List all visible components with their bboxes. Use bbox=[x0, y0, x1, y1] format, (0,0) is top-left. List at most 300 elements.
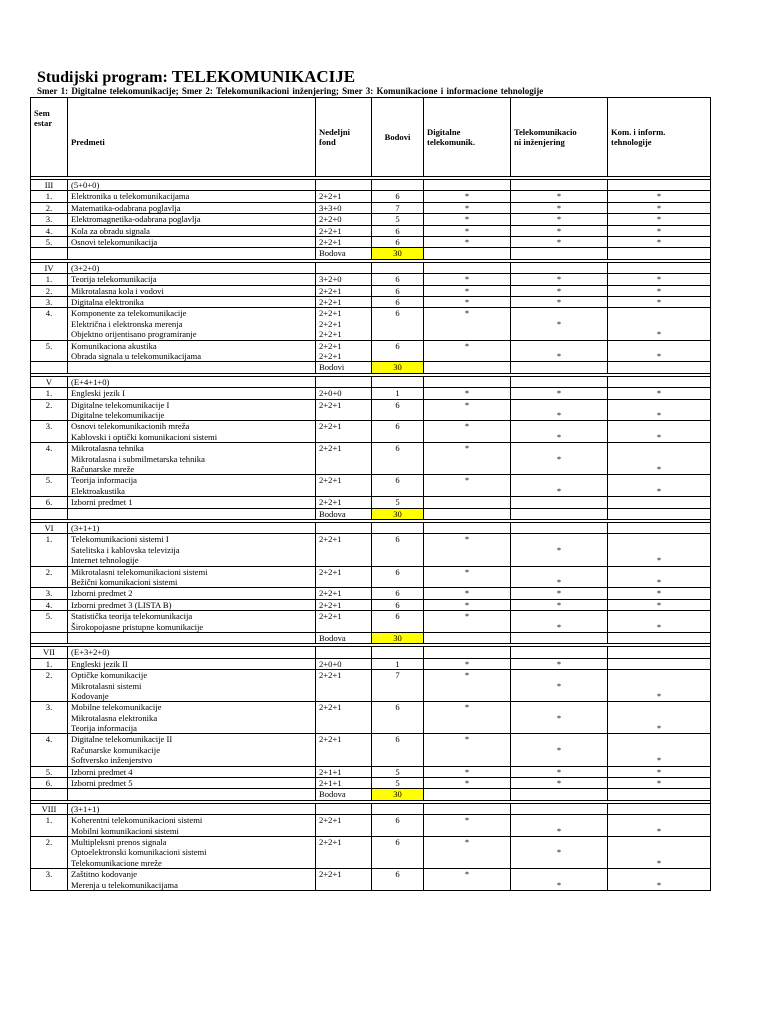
course-name-line: Digitalne telekomunikacije bbox=[71, 410, 165, 421]
empty-cell bbox=[424, 522, 511, 533]
empty-cell bbox=[316, 647, 372, 658]
empty-cell bbox=[608, 508, 711, 519]
track-3-mark bbox=[608, 702, 711, 734]
weekly-hours-line: 2+2+1 bbox=[319, 534, 342, 545]
table-row bbox=[31, 297, 711, 308]
track-1-mark-line: * bbox=[464, 285, 470, 296]
points-value: 5 bbox=[372, 766, 424, 777]
weekly-hours bbox=[316, 734, 372, 766]
weekly-hours-line bbox=[319, 723, 368, 733]
track-3-mark-line bbox=[611, 837, 707, 847]
row-number: 2. bbox=[31, 285, 68, 296]
track-2-mark-line bbox=[514, 475, 604, 485]
empty-cell bbox=[608, 632, 711, 643]
track-3-mark-line bbox=[611, 659, 707, 669]
track-1-mark-line: * bbox=[464, 837, 470, 848]
track-2-mark-line bbox=[514, 702, 604, 712]
table-row bbox=[31, 869, 711, 891]
track-1-mark-line: * bbox=[464, 766, 470, 777]
empty-cell bbox=[424, 262, 511, 273]
semester-total-row bbox=[31, 362, 711, 373]
track-2-mark bbox=[511, 766, 608, 777]
track-2-mark bbox=[511, 308, 608, 340]
course-name-line: Digitalna elektronika bbox=[71, 297, 144, 308]
semester-label: VIII bbox=[31, 803, 68, 814]
track-2-mark-line: * bbox=[556, 658, 562, 669]
course-name-line: Satelitska i kablovska televizija bbox=[71, 544, 180, 555]
row-number: 1. bbox=[31, 534, 68, 566]
track-3-mark-line: * bbox=[656, 388, 662, 399]
course-name-line: Elektronika u telekomunikacijama bbox=[71, 191, 190, 202]
course-name bbox=[68, 869, 316, 891]
track-1-mark bbox=[424, 658, 511, 669]
empty-cell bbox=[608, 262, 711, 273]
track-2-mark-line: * bbox=[556, 214, 562, 225]
semester-fund: (3+1+1) bbox=[68, 522, 316, 533]
track-1-mark-line: * bbox=[464, 308, 470, 319]
track-2-mark bbox=[511, 225, 608, 236]
weekly-hours bbox=[316, 225, 372, 236]
track-1-mark bbox=[424, 237, 511, 248]
points-value: 6 bbox=[372, 702, 424, 734]
weekly-hours bbox=[316, 340, 372, 362]
track-2-mark bbox=[511, 566, 608, 588]
table-row bbox=[31, 274, 711, 285]
total-label: Bodova bbox=[316, 789, 372, 800]
empty-cell bbox=[372, 376, 424, 387]
empty-cell bbox=[608, 647, 711, 658]
track-3-mark-line bbox=[611, 713, 707, 723]
empty-cell bbox=[372, 522, 424, 533]
header-track-3: Kom. i inform. tehnologije bbox=[608, 98, 711, 177]
empty-cell bbox=[424, 376, 511, 387]
track-3-mark-line: * bbox=[656, 576, 662, 587]
row-number: 5. bbox=[31, 237, 68, 248]
track-2-mark-line: * bbox=[556, 778, 562, 789]
track-3-mark bbox=[608, 815, 711, 837]
weekly-hours-line: 2+2+1 bbox=[319, 734, 342, 745]
empty-cell bbox=[31, 362, 68, 373]
track-2-mark-line: * bbox=[556, 388, 562, 399]
track-3-mark-line: * bbox=[656, 766, 662, 777]
empty-cell bbox=[424, 248, 511, 259]
track-2-mark bbox=[511, 285, 608, 296]
table-row bbox=[31, 340, 711, 362]
weekly-hours bbox=[316, 475, 372, 497]
track-2-mark-line: * bbox=[556, 680, 562, 691]
track-3-mark bbox=[608, 274, 711, 285]
track-2-mark-line bbox=[514, 858, 604, 868]
table-row bbox=[31, 191, 711, 202]
track-2-mark bbox=[511, 778, 608, 789]
track-2-mark-line bbox=[514, 443, 604, 453]
semester-label: VII bbox=[31, 647, 68, 658]
header-track-1: Digitalne telekomunik. bbox=[424, 98, 511, 177]
weekly-hours bbox=[316, 297, 372, 308]
track-2-mark-line: * bbox=[556, 202, 562, 213]
empty-cell bbox=[511, 362, 608, 373]
weekly-hours-line: 2+2+1 bbox=[319, 670, 342, 681]
weekly-hours bbox=[316, 702, 372, 734]
track-3-mark bbox=[608, 778, 711, 789]
weekly-hours-line: 3+2+0 bbox=[319, 274, 342, 285]
track-1-mark bbox=[424, 285, 511, 296]
track-1-mark-line: * bbox=[464, 702, 470, 713]
empty-cell bbox=[511, 789, 608, 800]
weekly-hours-line: 2+2+1 bbox=[319, 329, 342, 340]
row-number: 1. bbox=[31, 388, 68, 399]
row-number: 1. bbox=[31, 658, 68, 669]
track-1-mark-line bbox=[427, 858, 507, 868]
semester-label: V bbox=[31, 376, 68, 387]
track-2-mark-line bbox=[514, 815, 604, 825]
track-2-mark-line: * bbox=[556, 191, 562, 202]
points-value: 5 bbox=[372, 214, 424, 225]
track-2-mark bbox=[511, 399, 608, 421]
weekly-hours-line bbox=[319, 826, 368, 836]
empty-cell bbox=[372, 262, 424, 273]
track-1-mark-line bbox=[427, 847, 507, 857]
course-name-line: Multipleksni prenos signala bbox=[71, 837, 167, 848]
table-row bbox=[31, 611, 711, 633]
track-1-mark bbox=[424, 566, 511, 588]
weekly-hours bbox=[316, 274, 372, 285]
track-1-mark bbox=[424, 388, 511, 399]
row-number: 2. bbox=[31, 837, 68, 869]
track-2-mark-line: * bbox=[556, 712, 562, 723]
page-title bbox=[37, 67, 355, 87]
course-name bbox=[68, 191, 316, 202]
weekly-hours-line: 2+2+1 bbox=[319, 497, 342, 508]
weekly-hours bbox=[316, 658, 372, 669]
semester-fund: (3+1+1) bbox=[68, 803, 316, 814]
empty-cell bbox=[511, 262, 608, 273]
track-3-mark bbox=[608, 658, 711, 669]
track-1-mark bbox=[424, 297, 511, 308]
header-semester: Sem estar bbox=[31, 98, 68, 177]
semester-total-row bbox=[31, 248, 711, 259]
course-name bbox=[68, 588, 316, 599]
course-name-line: Teorija informacija bbox=[71, 723, 137, 734]
course-name bbox=[68, 308, 316, 340]
track-3-mark bbox=[608, 202, 711, 213]
track-1-mark-line bbox=[427, 319, 507, 329]
course-name-line: Statistička teorija telekomunikacija bbox=[71, 611, 193, 622]
total-points: 30 bbox=[372, 789, 424, 800]
track-2-mark bbox=[511, 837, 608, 869]
track-1-mark bbox=[424, 534, 511, 566]
weekly-hours-line: 2+2+1 bbox=[319, 588, 342, 599]
table-row bbox=[31, 766, 711, 777]
semester-fund: (E+4+1+0) bbox=[68, 376, 316, 387]
track-3-mark-line: * bbox=[656, 778, 662, 789]
weekly-hours-line: 2+2+1 bbox=[319, 869, 342, 880]
semester-header-row bbox=[31, 180, 711, 191]
header-subjects: Predmeti bbox=[68, 98, 316, 177]
weekly-hours-line: 2+2+1 bbox=[319, 399, 342, 410]
empty-cell bbox=[316, 262, 372, 273]
table-row bbox=[31, 388, 711, 399]
empty-cell bbox=[31, 789, 68, 800]
points-value: 6 bbox=[372, 815, 424, 837]
track-1-mark-line: * bbox=[464, 734, 470, 745]
table-row bbox=[31, 534, 711, 566]
track-2-mark-line bbox=[514, 567, 604, 577]
row-number: 2. bbox=[31, 399, 68, 421]
track-2-mark-line bbox=[514, 670, 604, 680]
row-number: 3. bbox=[31, 869, 68, 891]
empty-cell bbox=[372, 180, 424, 191]
empty-cell bbox=[511, 522, 608, 533]
track-1-mark-line: * bbox=[464, 658, 470, 669]
weekly-hours-line bbox=[319, 545, 368, 555]
track-2-mark bbox=[511, 297, 608, 308]
course-name-line: Mikrotalasna i submilmetarska tehnika bbox=[71, 453, 205, 464]
table-row bbox=[31, 399, 711, 421]
total-points: 30 bbox=[372, 632, 424, 643]
row-number: 5. bbox=[31, 475, 68, 497]
weekly-hours bbox=[316, 588, 372, 599]
course-name bbox=[68, 702, 316, 734]
semester-header-row bbox=[31, 647, 711, 658]
weekly-hours-line: 2+2+1 bbox=[319, 351, 342, 362]
track-1-mark-line bbox=[427, 713, 507, 723]
track-1-mark-line: * bbox=[464, 534, 470, 545]
course-name bbox=[68, 611, 316, 633]
track-3-mark-line: * bbox=[656, 723, 662, 734]
track-3-mark bbox=[608, 443, 711, 475]
track-2-mark bbox=[511, 237, 608, 248]
track-3-mark-line: * bbox=[656, 599, 662, 610]
table-row bbox=[31, 237, 711, 248]
semester-label: VI bbox=[31, 522, 68, 533]
course-name-line: Komunikaciona akustika bbox=[71, 340, 157, 351]
weekly-hours-line: 2+2+1 bbox=[319, 297, 342, 308]
track-3-mark bbox=[608, 225, 711, 236]
weekly-hours-line bbox=[319, 858, 368, 868]
track-2-mark bbox=[511, 202, 608, 213]
track-1-mark bbox=[424, 588, 511, 599]
weekly-hours-line: 2+2+1 bbox=[319, 421, 342, 432]
empty-cell bbox=[608, 803, 711, 814]
empty-cell bbox=[608, 789, 711, 800]
weekly-hours-line: 2+2+1 bbox=[319, 443, 342, 454]
weekly-hours bbox=[316, 778, 372, 789]
semester-total-row bbox=[31, 508, 711, 519]
points-value: 6 bbox=[372, 534, 424, 566]
course-name-line: Matematika-odabrana poglavlja bbox=[71, 202, 181, 213]
weekly-hours-line: 2+2+1 bbox=[319, 837, 342, 848]
empty-cell bbox=[316, 522, 372, 533]
track-3-mark-line: * bbox=[656, 214, 662, 225]
track-1-mark bbox=[424, 214, 511, 225]
track-1-mark-line bbox=[427, 826, 507, 836]
weekly-hours-line bbox=[319, 880, 368, 890]
course-name-line: Osnovi telekomunikacija bbox=[71, 237, 158, 248]
points-value: 6 bbox=[372, 443, 424, 475]
course-name-line: Optoelektronski komunikacioni sistemi bbox=[71, 847, 207, 858]
course-name-line: Teorija informacija bbox=[71, 475, 137, 486]
track-3-mark-line bbox=[611, 670, 707, 680]
points-value: 6 bbox=[372, 191, 424, 202]
track-1-mark-line: * bbox=[464, 443, 470, 454]
course-name-line: Izborni predmet 3 (LISTA B) bbox=[71, 599, 172, 610]
points-value: 6 bbox=[372, 837, 424, 869]
points-value: 5 bbox=[372, 497, 424, 508]
track-3-mark-line bbox=[611, 400, 707, 410]
course-name bbox=[68, 285, 316, 296]
track-1-mark-line: * bbox=[464, 274, 470, 285]
course-name-line: Kablovski i optički komunikacioni sistemi bbox=[71, 431, 218, 442]
weekly-hours bbox=[316, 285, 372, 296]
weekly-hours-line: 2+2+1 bbox=[319, 285, 342, 296]
row-number: 4. bbox=[31, 599, 68, 610]
course-name-line: Električna i elektronska merenja bbox=[71, 318, 183, 329]
track-2-mark bbox=[511, 534, 608, 566]
table-row bbox=[31, 443, 711, 475]
row-number: 3. bbox=[31, 214, 68, 225]
track-2-mark-line bbox=[514, 464, 604, 474]
track-2-mark bbox=[511, 497, 608, 508]
row-number: 1. bbox=[31, 815, 68, 837]
track-3-mark-line: * bbox=[656, 285, 662, 296]
track-2-mark-line: * bbox=[556, 274, 562, 285]
track-1-mark-line: * bbox=[464, 778, 470, 789]
track-3-mark-line bbox=[611, 497, 707, 507]
track-1-mark-line bbox=[427, 755, 507, 765]
weekly-hours bbox=[316, 399, 372, 421]
program-name: TELEKOMUNIKACIJE bbox=[171, 67, 356, 86]
track-3-mark-line: * bbox=[656, 297, 662, 308]
track-3-mark-line bbox=[611, 702, 707, 712]
course-name bbox=[68, 566, 316, 588]
course-name-line: Elektroakustika bbox=[71, 485, 125, 496]
course-name-line: Izborni predmet 5 bbox=[71, 778, 133, 789]
weekly-hours bbox=[316, 237, 372, 248]
page-subtitle: Smer 1: Digitalne telekomunikacije; Smer 2: Telekomunikacioni inženjering; Smer 3: Komunikacione i informacione tehnologije bbox=[37, 86, 544, 96]
track-2-mark bbox=[511, 670, 608, 702]
row-number: 1. bbox=[31, 191, 68, 202]
track-1-mark-line: * bbox=[464, 202, 470, 213]
semester-header-row bbox=[31, 803, 711, 814]
track-3-mark-line: * bbox=[656, 621, 662, 632]
track-2-mark bbox=[511, 588, 608, 599]
weekly-hours bbox=[316, 534, 372, 566]
course-name-line: Merenja u telekomunikacijama bbox=[71, 879, 178, 890]
weekly-hours-line: 2+2+1 bbox=[319, 611, 342, 622]
course-name-line: Engleski jezik II bbox=[71, 658, 128, 669]
track-3-mark-line: * bbox=[656, 202, 662, 213]
table-row bbox=[31, 475, 711, 497]
track-1-mark-line bbox=[427, 351, 507, 361]
track-1-mark-line: * bbox=[464, 815, 470, 826]
row-number: 4. bbox=[31, 308, 68, 340]
table-row bbox=[31, 588, 711, 599]
track-1-mark-line bbox=[427, 454, 507, 464]
track-1-mark-line bbox=[427, 681, 507, 691]
semester-total-row bbox=[31, 789, 711, 800]
course-name-line: Širokopojasne pristupne komunikacije bbox=[71, 621, 204, 632]
course-name bbox=[68, 237, 316, 248]
course-name-line: Mikrotalasni sistemi bbox=[71, 680, 142, 691]
row-number: 5. bbox=[31, 766, 68, 777]
course-name bbox=[68, 766, 316, 777]
track-3-mark-line bbox=[611, 534, 707, 544]
track-2-mark bbox=[511, 388, 608, 399]
track-2-mark-line bbox=[514, 308, 604, 318]
track-2-mark-line bbox=[514, 734, 604, 744]
track-2-mark bbox=[511, 421, 608, 443]
semester-label: IV bbox=[31, 262, 68, 273]
track-3-mark-line bbox=[611, 869, 707, 879]
track-3-mark-line bbox=[611, 308, 707, 318]
semester-header-row bbox=[31, 522, 711, 533]
track-2-mark bbox=[511, 869, 608, 891]
track-1-mark bbox=[424, 475, 511, 497]
points-value: 7 bbox=[372, 670, 424, 702]
track-3-mark bbox=[608, 191, 711, 202]
points-value: 6 bbox=[372, 340, 424, 362]
course-name-line: Internet tehnologije bbox=[71, 555, 139, 566]
empty-cell bbox=[68, 789, 316, 800]
track-3-mark-line: * bbox=[656, 755, 662, 766]
table-row bbox=[31, 778, 711, 789]
track-2-mark bbox=[511, 658, 608, 669]
track-3-mark-line bbox=[611, 319, 707, 329]
table-row bbox=[31, 837, 711, 869]
table-row bbox=[31, 308, 711, 340]
points-value: 6 bbox=[372, 611, 424, 633]
course-name-line: Kodovanje bbox=[71, 690, 109, 701]
track-1-mark bbox=[424, 340, 511, 362]
track-1-mark bbox=[424, 837, 511, 869]
empty-cell bbox=[511, 647, 608, 658]
track-2-mark bbox=[511, 274, 608, 285]
header-points: Bodovi bbox=[372, 98, 424, 177]
course-name bbox=[68, 837, 316, 869]
course-name bbox=[68, 534, 316, 566]
track-1-mark-line: * bbox=[464, 588, 470, 599]
track-2-mark-line bbox=[514, 691, 604, 701]
empty-cell bbox=[608, 522, 711, 533]
track-3-mark-line: * bbox=[656, 225, 662, 236]
course-name-line: Osnovi telekomunikacionih mreža bbox=[71, 421, 190, 432]
track-3-mark-line: * bbox=[656, 825, 662, 836]
track-3-mark-line: * bbox=[656, 274, 662, 285]
track-1-mark bbox=[424, 599, 511, 610]
weekly-hours-line bbox=[319, 555, 368, 565]
points-value: 6 bbox=[372, 588, 424, 599]
row-number: 2. bbox=[31, 566, 68, 588]
row-number: 3. bbox=[31, 297, 68, 308]
track-1-mark-line bbox=[427, 486, 507, 496]
course-name bbox=[68, 297, 316, 308]
header-weekly-hours: Nedeljni fond bbox=[316, 98, 372, 177]
table-row bbox=[31, 225, 711, 236]
weekly-hours bbox=[316, 191, 372, 202]
row-number: 4. bbox=[31, 734, 68, 766]
course-name-line: Obrada signala u telekomunikacijama bbox=[71, 351, 202, 362]
track-3-mark-line: * bbox=[656, 555, 662, 566]
track-2-mark bbox=[511, 214, 608, 225]
track-3-mark-line bbox=[611, 567, 707, 577]
course-name-line: Komponente za telekomunikacije bbox=[71, 308, 187, 319]
points-value: 1 bbox=[372, 388, 424, 399]
track-1-mark bbox=[424, 670, 511, 702]
empty-cell bbox=[511, 803, 608, 814]
course-name-line: Mikrotalasna elektronika bbox=[71, 712, 158, 723]
table-row bbox=[31, 658, 711, 669]
